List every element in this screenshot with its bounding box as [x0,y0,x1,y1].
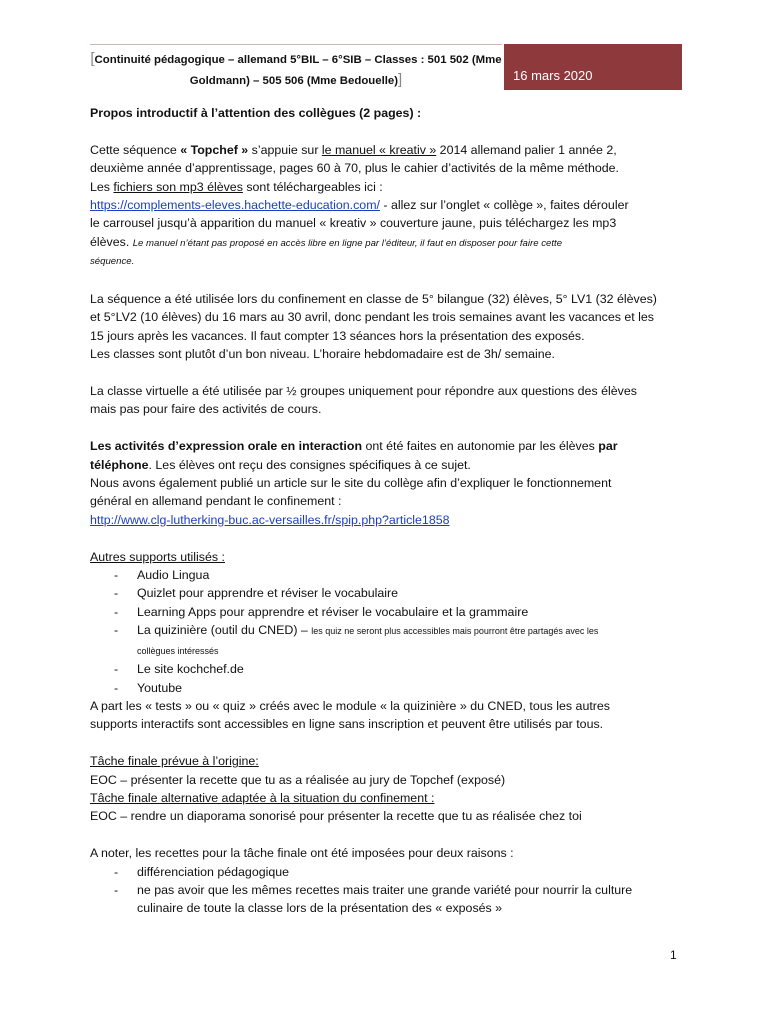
para4-line1: Les activités d’expression orale en interaction ont été faites en autonomie par les élèves par [90,439,618,454]
intro-line1: Cette séquence « Topchef » s’appuie sur le manuel « kreativ » 2014 allemand palier 1 année 2, [90,142,617,157]
college-link[interactable]: http://www.clg-lutherking-buc.ac-versailles.fr/spip.php?article1858 [90,512,450,527]
supports-heading: Autres supports utilisés : [90,549,225,564]
task-2: EOC – rendre un diaporama sonorisé pour présenter la recette que tu as réalisée chez toi [90,809,582,824]
para4-line2: téléphone. Les élèves ont reçu des consignes spécifiques à ce sujet. [90,457,471,472]
list-item: - Youtube [90,679,690,697]
supports-list [90,566,690,697]
header-line1: Continuité pédagogique – allemand 5°BIL – 6°SIB – Classes : 501 502 (Mme [94,54,502,66]
intro-line7: séquence. [90,256,135,268]
list-item: - différenciation pédagogique [90,863,690,881]
page-header [90,44,682,90]
task-heading-1: Tâche finale prévue à l’origine: [90,754,259,769]
intro-line3: Les fichiers son mp3 élèves sont téléchargeables ici : [90,179,383,194]
section-title: Propos introductif à l’attention des collègues (2 pages) : [90,106,422,120]
para2-line4: Les classes sont plutôt d’un bon niveau. L’horaire hebdomadaire est de 3h/ semaine. [90,347,555,362]
task-1: EOC – présenter la recette que tu as a réalisée au jury de Topchef (exposé) [90,772,506,787]
supports-after1: A part les « tests » ou « quiz » créés avec le module « la quizinière » du CNED, tous les autres [90,698,610,713]
header-title [90,44,502,90]
list-item: - Audio Lingua [90,566,690,584]
document-body [90,104,690,918]
para2-line2: et 5°LV2 (10 élèves) du 16 mars au 30 avril, donc pendant les trois semaines avant les vacances et les [90,310,654,325]
para2-line3: 15 jours après les vacances. Il faut compter 13 séances hors la présentation des exposés. [90,328,585,343]
note-intro: A noter, les recettes pour la tâche finale ont été imposées pour deux raisons : [90,846,514,861]
list-item: - Le site kochchef.de [90,660,690,678]
para3-line1: La classe virtuelle a été utilisée par ½ groupes uniquement pour répondre aux questions des élèves [90,384,637,399]
intro-line6: élèves. Le manuel n’étant pas proposé en accès libre en ligne par l’éditeur, il faut en disposer pour faire cette [90,234,563,249]
para3-line2: mais pas pour faire des activités de cours. [90,402,322,417]
para4-line3: Nous avons également publié un article sur le site du collège afin d’expliquer le fonctionnement [90,476,612,491]
intro-line4: https://complements-eleves.hachette-education.com/ - allez sur l’onglet « collège », faites dérouler [90,198,629,213]
bracket-close: ] [398,71,403,88]
para4-line5 [90,511,690,529]
header-line2: Goldmann) – 505 506 (Mme Bedouelle) [189,75,399,87]
intro-line2: deuxième année d’apprentissage, pages 60 à 70, plus le cahier d’activités de la même méthode. [90,161,619,176]
intro-line5: le carrousel jusqu’à apparition du manuel « kreativ » couverture jaune, puis téléchargez les mp3 [90,216,617,231]
header-date: 16 mars 2020 [504,44,682,90]
hachette-link[interactable]: https://complements-eleves.hachette-education.com/ [90,198,380,213]
task-heading-2: Tâche finale alternative adaptée à la situation du confinement : [90,790,435,805]
supports-after2: supports interactifs sont accessibles en ligne sans inscription et peuvent être utilisés par tous. [90,717,604,732]
bracket-open: [ [90,50,95,67]
list-item: - ne pas avoir que les mêmes recettes mais traiter une grande variété pour nourrir la culture culinaire de toute la classe lors de la présentation des « exposés » [90,881,690,918]
para2-line1: La séquence a été utilisée lors du confinement en classe de 5° bilangue (32) élèves, 5° LV1 (32 élèves) [90,292,657,307]
list-item: - La quizinière (outil du CNED) – les quiz ne seront plus accessibles mais pourront être partagés avec les collègues intéressés [90,621,690,660]
list-item: - Quizlet pour apprendre et réviser le vocabulaire [90,584,690,602]
list-item: - Learning Apps pour apprendre et réviser le vocabulaire et la grammaire [90,603,690,621]
note-list [90,863,690,918]
para4-line4: général en allemand pendant le confinement : [90,494,342,509]
page-number: 1 [670,948,677,962]
